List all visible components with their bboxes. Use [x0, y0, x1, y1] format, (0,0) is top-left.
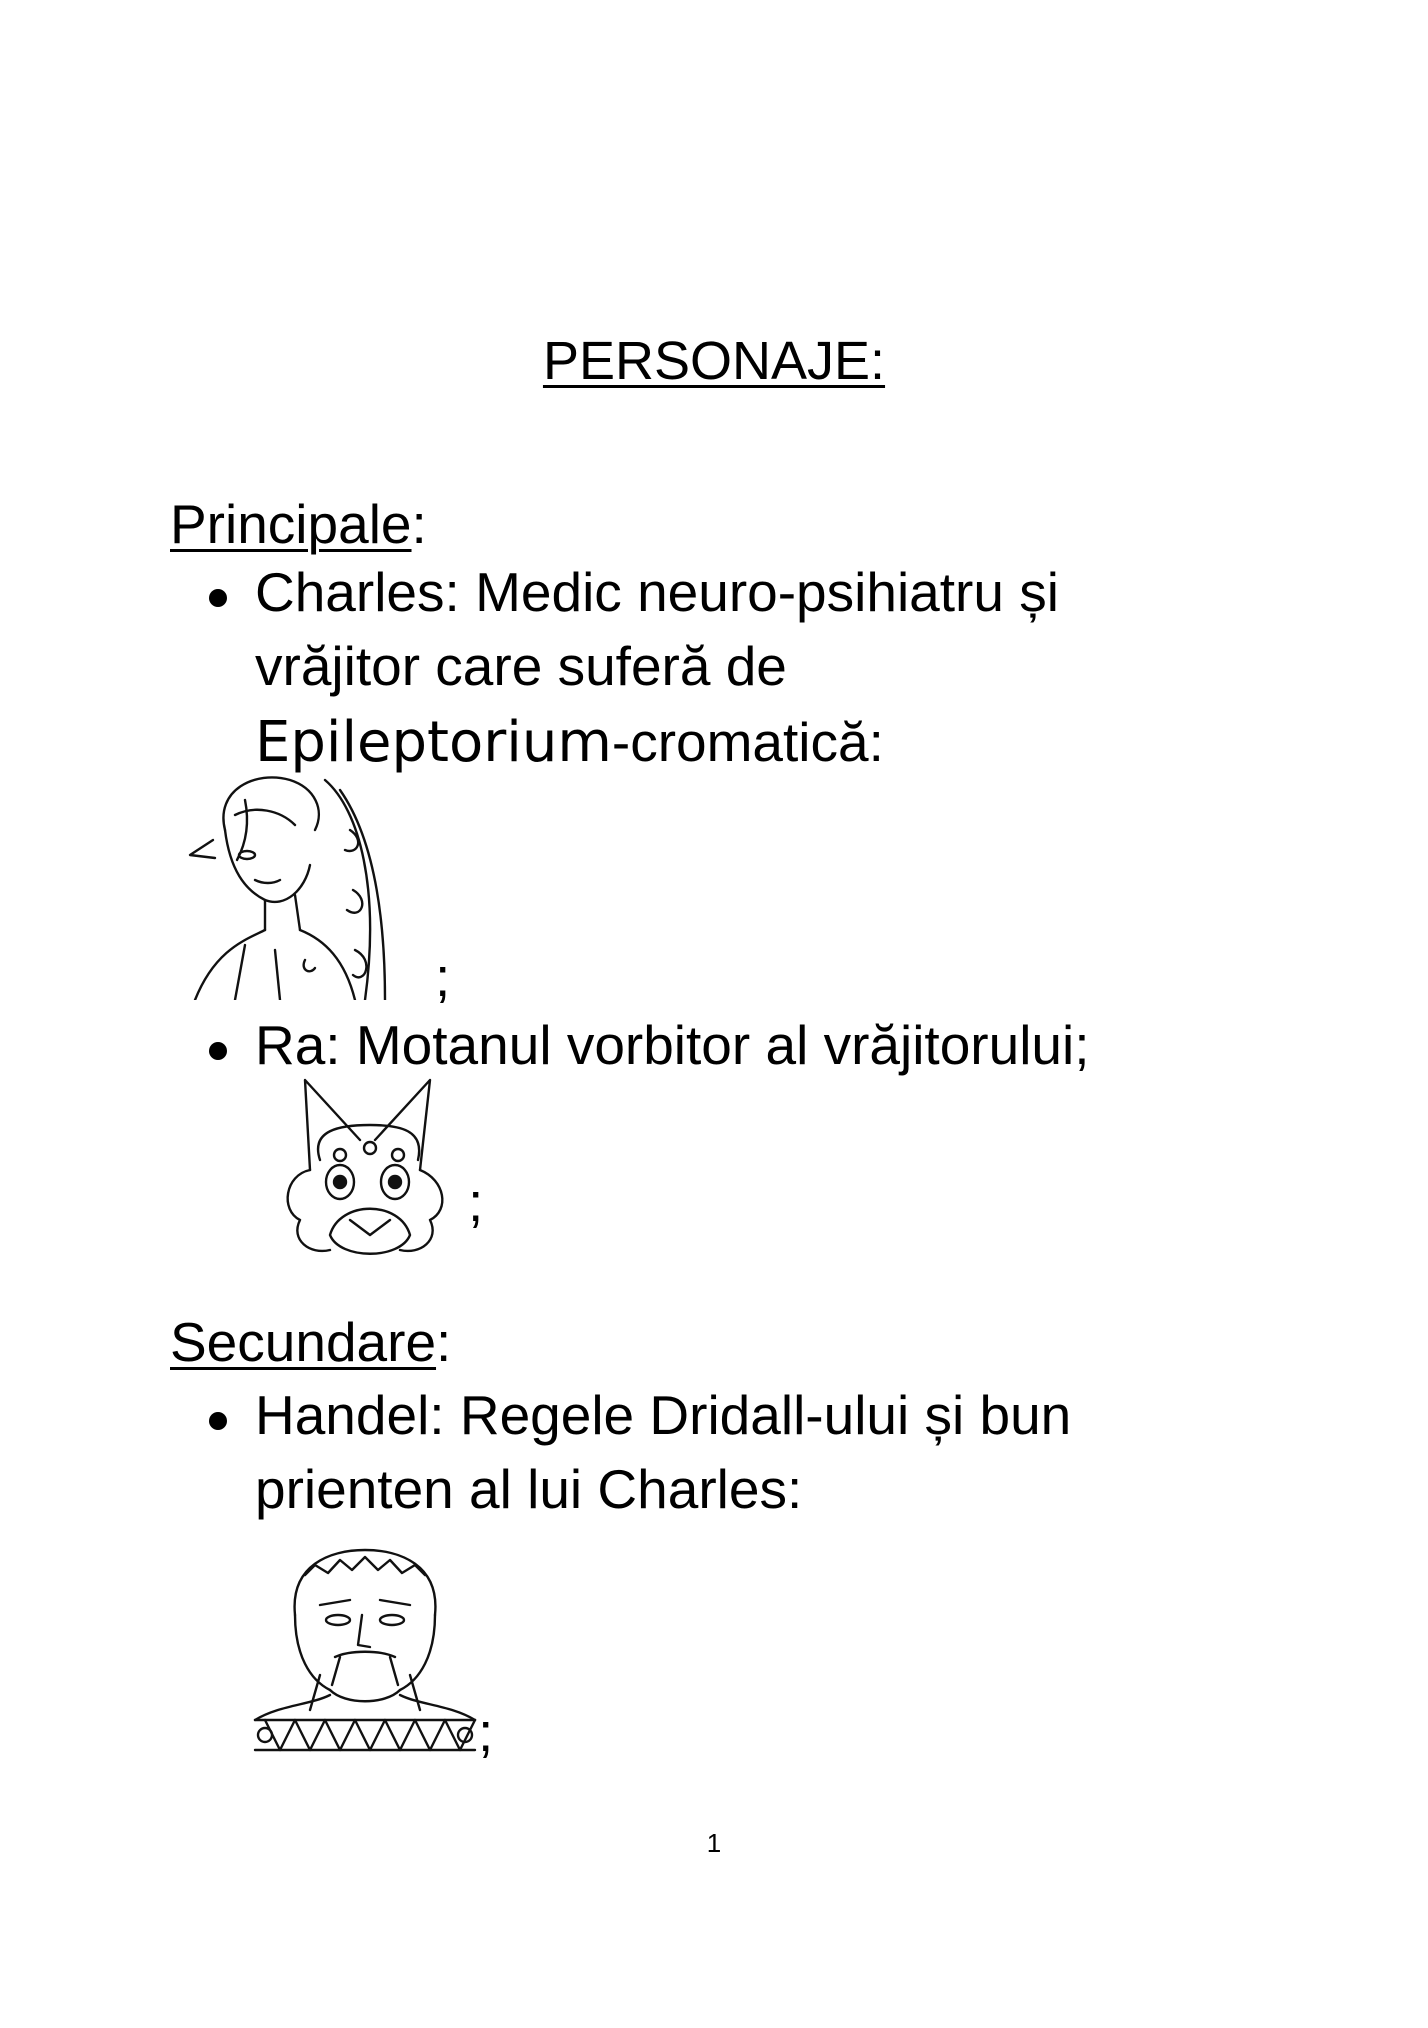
epileptorium-word: Epileptorium — [255, 710, 612, 775]
bullet-dot — [209, 1412, 227, 1430]
section-heading-secundare: Secundare: — [170, 1311, 452, 1373]
charles-line-3-rest: -cromatică: — [611, 711, 884, 773]
section-heading-principale: Principale: — [170, 493, 427, 555]
bullet-dot — [209, 589, 227, 607]
charles-line-1: Charles: Medic neuro-psihiatru și — [255, 561, 1059, 623]
cat-face-sketch — [270, 1070, 470, 1270]
handel-line-2: prienten al lui Charles: — [255, 1458, 803, 1520]
charles-line-3 — [255, 705, 884, 780]
handel-semicolon: ; — [478, 1701, 494, 1763]
page-title: PERSONAJE: — [542, 331, 886, 391]
charles-semicolon: ; — [435, 946, 451, 1008]
ra-semicolon: ; — [468, 1171, 484, 1233]
ra-line-1: Ra: Motanul vorbitor al vrăjitorului; — [255, 1014, 1090, 1076]
charles-portrait-sketch — [185, 770, 415, 1000]
king-portrait-sketch — [250, 1545, 480, 1755]
bullet-dot — [209, 1042, 227, 1060]
charles-line-2: vrăjitor care suferă de — [255, 635, 787, 697]
page-number: 1 — [706, 1828, 722, 1858]
handel-line-1: Handel: Regele Dridall-ului și bun — [255, 1384, 1072, 1446]
